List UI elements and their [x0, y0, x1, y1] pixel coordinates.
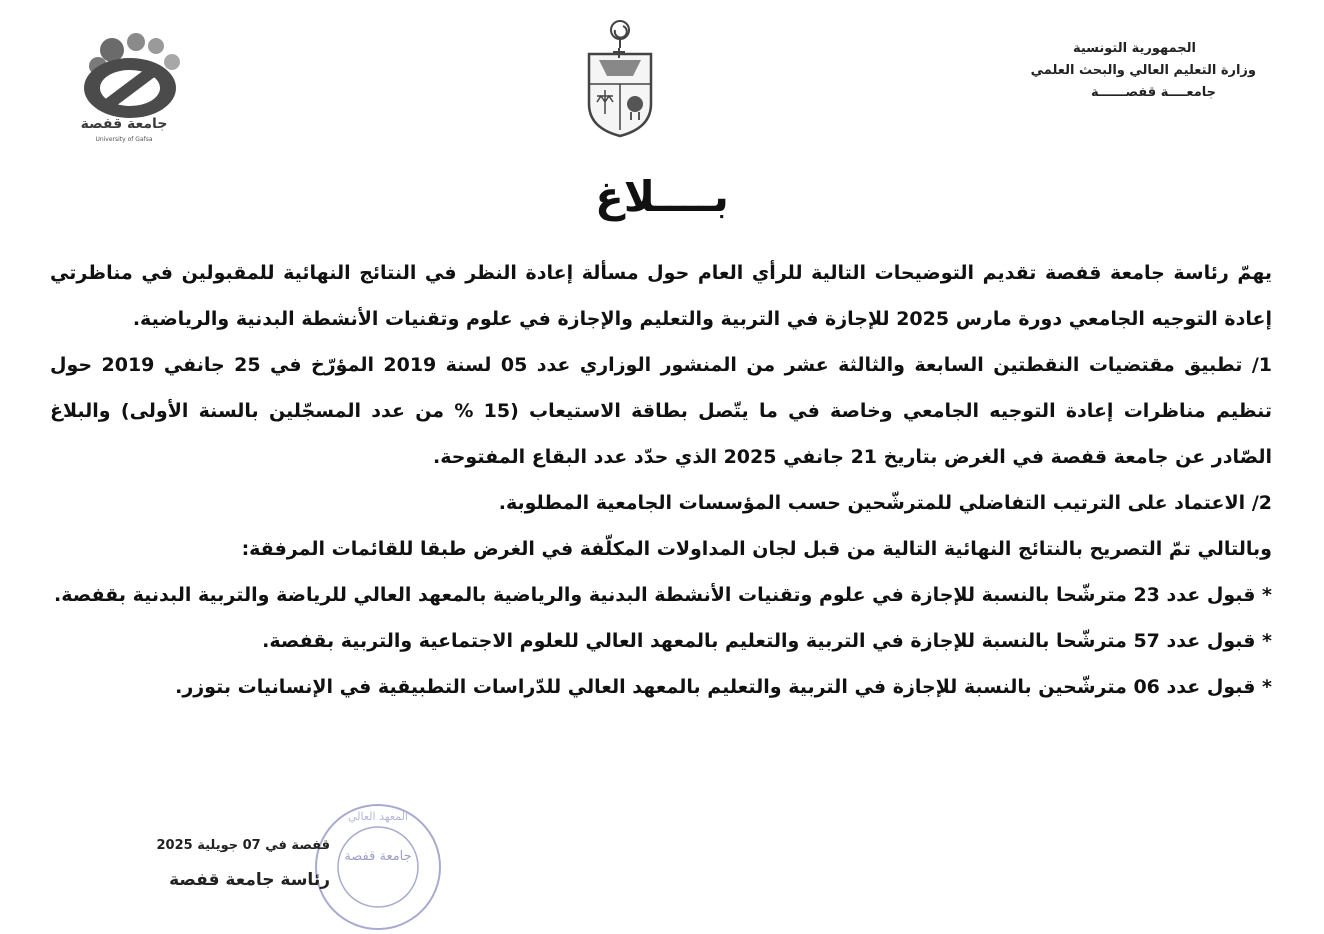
point-1-paragraph: 1/ تطبيق مقتضيات النقطتين السابعة والثالثة عشر من المنشور الوزاري عدد 05 لسنة 2019 المؤرّخ في 25 جانفي 2019 حول تنظيم مناظرات إعادة التوجيه الجامعي وخاصة في ما يتّصل بطاقة الاستيعاب (15 % من عدد المسجّلين بالسنة الأولى) والبلاغ الصّادر عن جامعة قفصة في الغرض بتاريخ 21 جانفي 2025 الذي حدّد عدد البقاع المفتوحة.: [50, 354, 1273, 468]
stamp-ring-text: المعهد العالي: [347, 810, 409, 823]
logo-english-name: University of Gafsa: [95, 136, 153, 143]
university-name: جامعــــة قفصــــــة: [1090, 85, 1216, 101]
university-logo: [58, 28, 198, 152]
government-header: [956, 38, 1256, 104]
ministry-name: وزارة التعليم العالي والبحث العلمي: [1030, 63, 1256, 79]
tunisia-coat-of-arms: [575, 18, 665, 140]
university-logo-mark: [58, 28, 198, 124]
republic-name: الجمهورية التونسية: [1072, 41, 1196, 56]
stamp-center-text: جامعة قفصة: [344, 849, 412, 864]
intro-paragraph: يهمّ رئاسة جامعة قفصة تقديم التوضيحات التالية للرأي العام حول مسألة إعادة النظر في النتائج النهائية للمقبولين في مناظرتي إعادة التوجيه الجامعي دورة مارس 2025 للإجازة في التربية والتعليم والإجازة في علوم وتقنيات الأنشطة البدنية والرياضية.: [50, 262, 1272, 330]
logo-arabic-name: جامعة قفصة: [80, 116, 168, 132]
declaration-paragraph: وبالتالي تمّ التصريح بالنتائج النهائية التالية من قبل لجان المداولات المكلّفة في الغرض طبقا للقائمات المرفقة:: [241, 538, 1272, 560]
result-item-3: * قبول عدد 06 مترشّحين بالنسبة للإجازة في التربية والتعليم بالمعهد العالي للدّراسات التطبيقية في الإنسانيات بتوزر.: [175, 676, 1272, 698]
document-title: بــــلاغ: [595, 172, 729, 221]
result-item-2: * قبول عدد 57 مترشّحا بالنسبة للإجازة في التربية والتعليم بالمعهد العالي للعلوم الاجتماعية والتربية بقفصة.: [262, 630, 1272, 652]
point-2-paragraph: 2/ الاعتماد على الترتيب التفاضلي للمترشّحين حسب المؤسسات الجامعية المطلوبة.: [498, 492, 1272, 514]
institution-stamp: [308, 800, 448, 934]
signature-authority: رئاسة جامعة قفصة: [169, 870, 330, 890]
document-body: [50, 250, 1272, 710]
result-item-1: * قبول عدد 23 مترشّحا بالنسبة للإجازة في علوم وتقنيات الأنشطة البدنية والرياضية بالمعهد العالي للرياضة والتربية البدنية بقفصة.: [54, 584, 1272, 606]
signature-date: قفصة في 07 جويلية 2025: [156, 838, 330, 853]
